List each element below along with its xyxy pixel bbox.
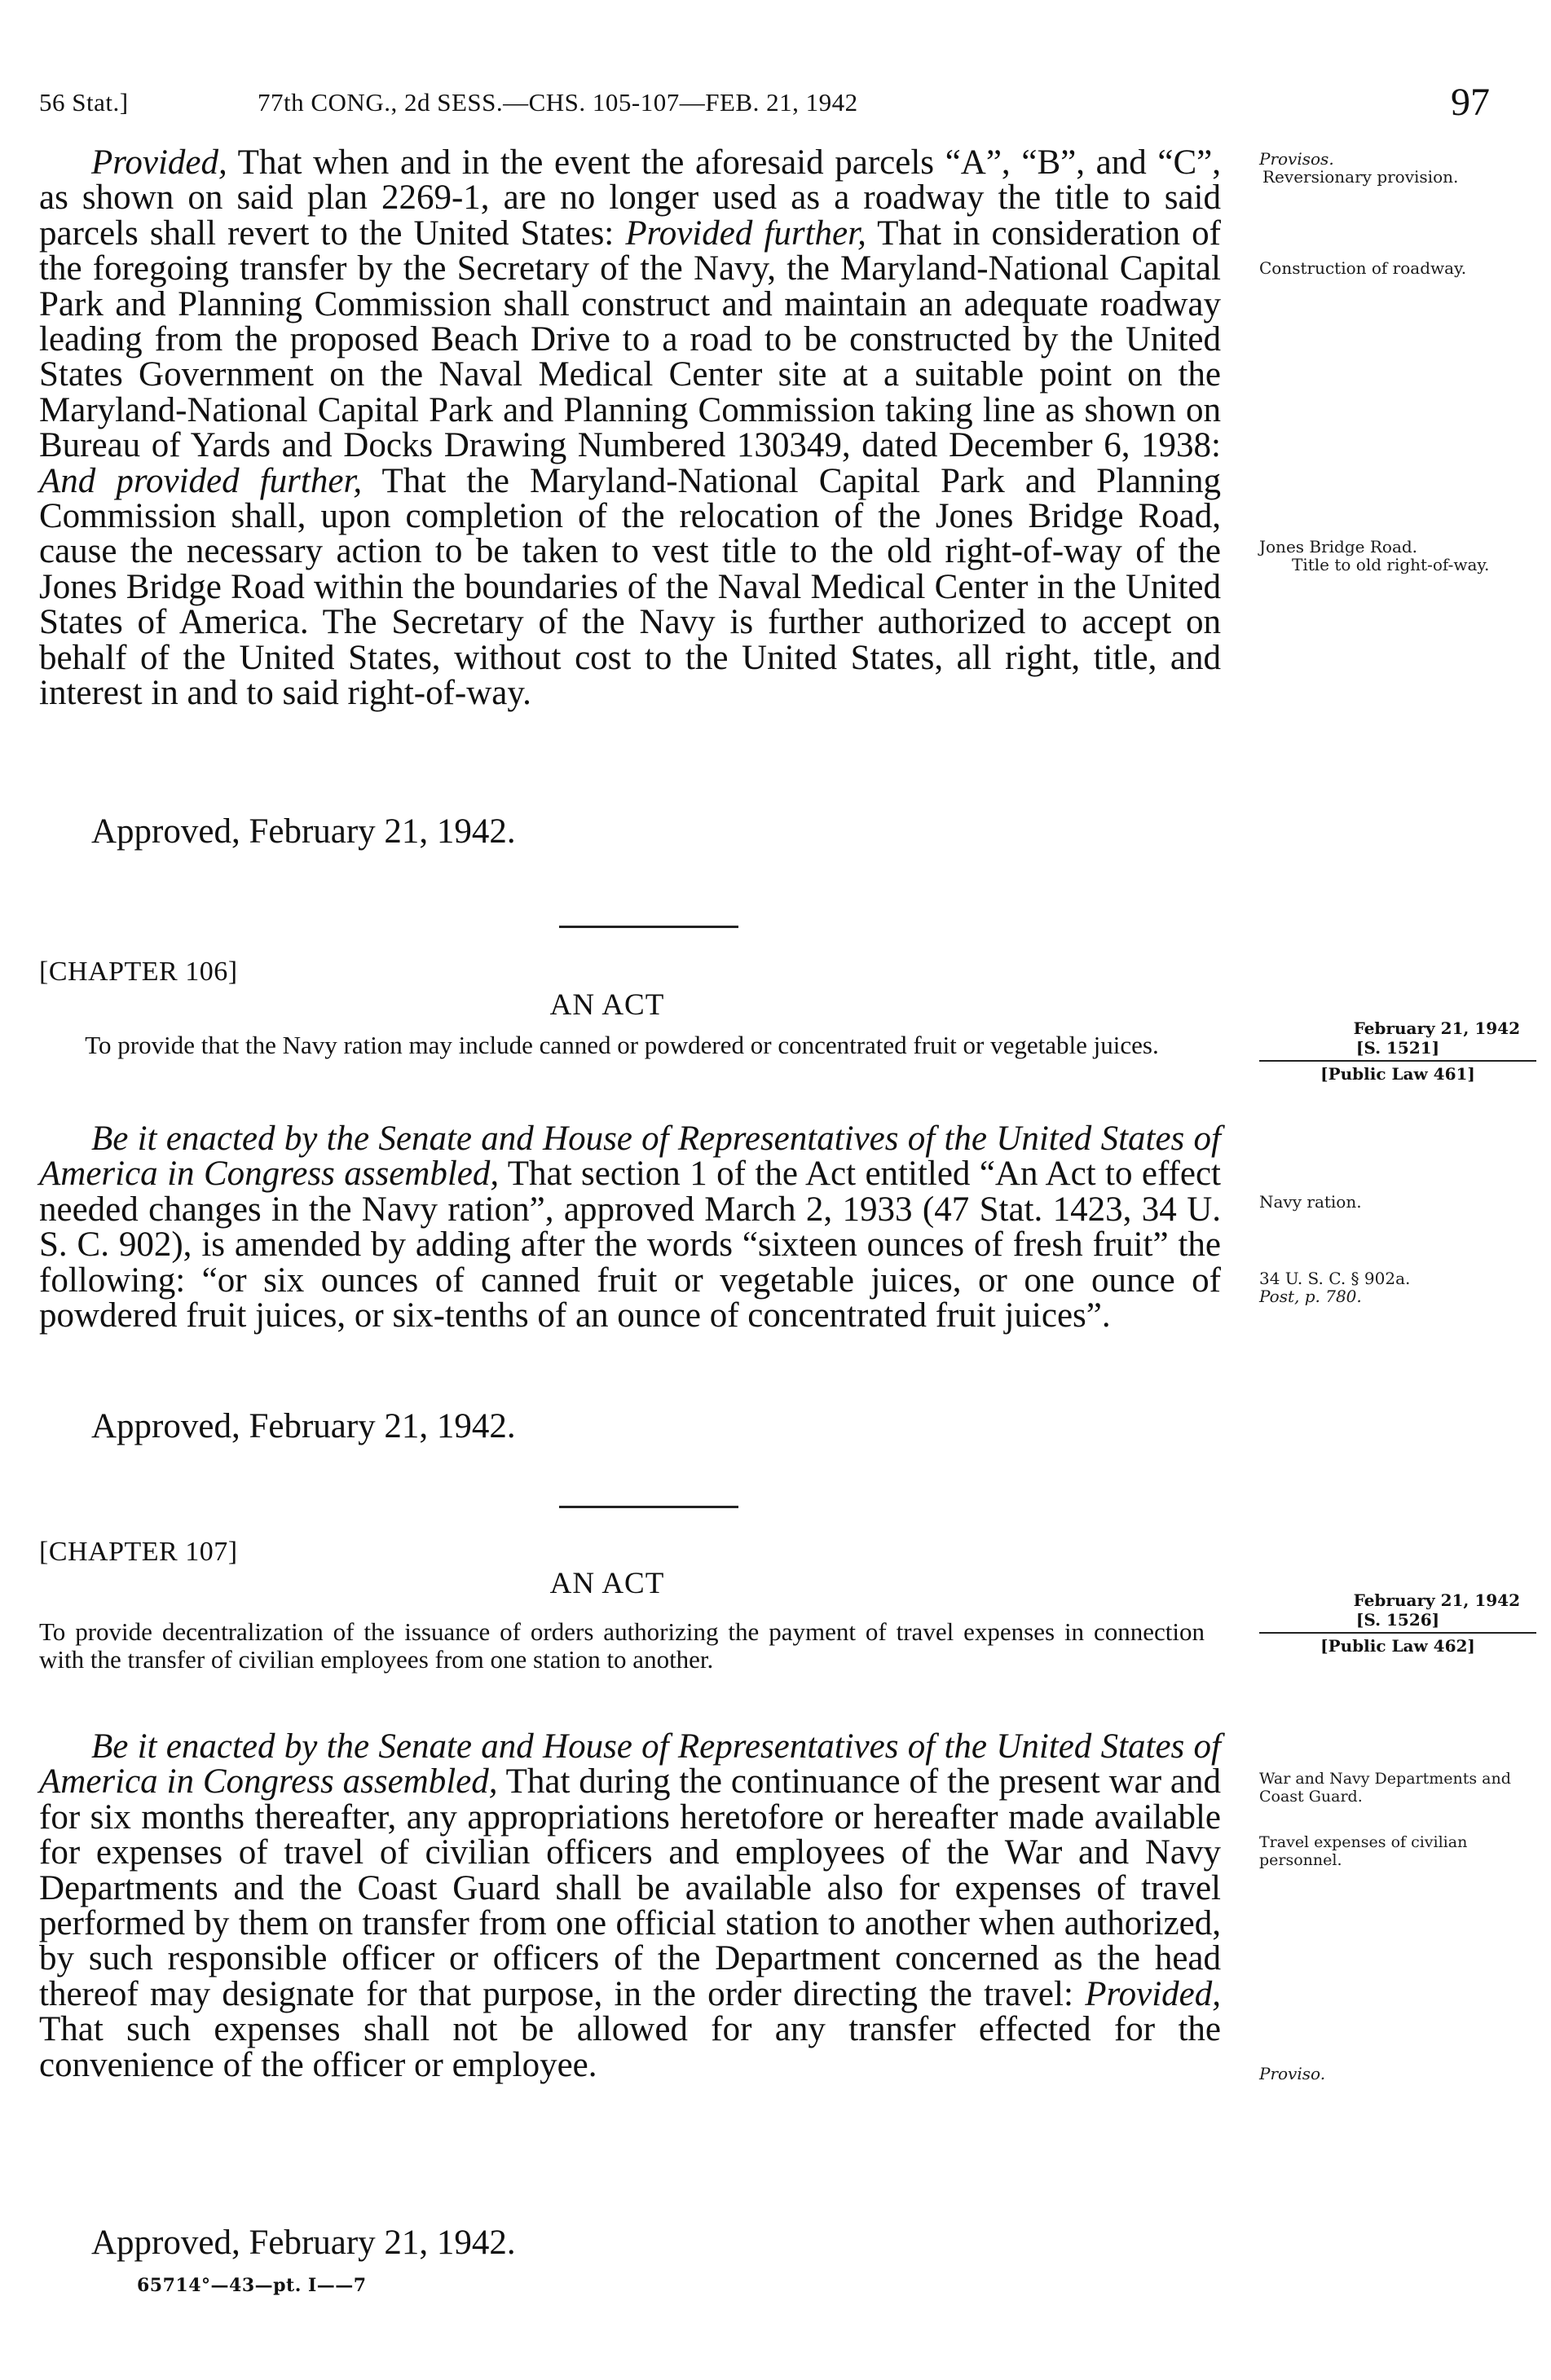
margin-note-proviso: Proviso. — [1259, 2064, 1326, 2083]
chapter106-bill: [S. 1521] — [1259, 1038, 1536, 1062]
margin-note-usc — [1259, 1269, 1528, 1305]
chapter107-an-act: AN ACT — [549, 1567, 665, 1600]
page-number: 97 — [1451, 81, 1490, 124]
chapter107-proviso-italic: Provided, — [1085, 1974, 1221, 2013]
proviso-text-c: That the Maryland-National Capital Park and Planning Commission shall, upon completion of the relocation of the Jones Bridge Road, cause the necessary action to be taken to vest title to the old right-of-way of the Jones Bridge Road within the boundaries of the Naval Medical Center in the United States of America. The Secretary of the Navy is further authorized to accept on behalf of the United States, without cost to the United States, all right, title, and interest in and to said right-of-way. — [39, 461, 1221, 713]
chapter106-public-law: [Public Law 461] — [1320, 1064, 1475, 1084]
chapter107-label: [CHAPTER 107] — [39, 1537, 238, 1567]
statute-volume: 56 Stat.] — [39, 88, 129, 117]
running-head — [39, 80, 1490, 137]
chapter106-paragraph — [39, 1121, 1221, 1333]
margin-title-old: Title to old right-of-way. — [1292, 555, 1490, 574]
proviso-text-a: That when and in the event the aforesaid parcels “A”, “B”, and “C”, as shown on said plan 2269-1, are no longer used as a roadway the title to said parcels shall revert to the United States: — [39, 143, 1221, 253]
margin-reversionary: Reversionary provision. — [1262, 167, 1459, 187]
margin-note-provisos — [1259, 150, 1528, 186]
chapter106-an-act: AN ACT — [549, 988, 665, 1022]
chapter106-body — [39, 1121, 1221, 1333]
provided-italic: Provided, — [91, 143, 227, 182]
proviso-text-b: That in consideration of the foregoing transfer by the Secretary of the Navy, the Maryland-National Capital Park and Planning Commission shall construct and maintain an adequate roadway leading from the proposed Beach Drive to a road to be constructed by the United States Government on the Naval Medical Center site at a suitable point on the Maryland-National Capital Park and Planning Commission taking line as shown on Bureau of Yards and Docks Drawing Numbered 130349, dated December 6, 1938: — [39, 213, 1221, 465]
margin-note-travel: Travel expenses of civilian personnel. — [1259, 1833, 1468, 1869]
chapter106-date-block — [1259, 1018, 1536, 1084]
margin-post: Post, p. 780. — [1259, 1287, 1362, 1306]
approved-line-3: Approved, February 21, 1942. — [91, 2224, 516, 2262]
approved-line-2: Approved, February 21, 1942. — [91, 1407, 516, 1445]
margin-jones: Jones Bridge Road. — [1259, 537, 1418, 557]
chapter107-paragraph — [39, 1729, 1221, 2083]
divider-rule-1 — [559, 926, 738, 928]
provided-further-italic: Provided further, — [625, 213, 866, 253]
margin-note-jones — [1259, 538, 1528, 574]
chapter107-body-text-a: That during the continuance of the present war and for six months thereafter, any appropriations heretofore or hereafter made available for expenses of travel of civilian officers and employees of the War and Navy Departments and the Coast Guard shall be available also for expenses of travel performed by them on transfer from one official station to another when authorized, by such responsible officer or officers of the Department concerned as the head thereof may designate for that purpose, in the order directing the travel: — [39, 1762, 1221, 2013]
chapter107-date-block — [1259, 1590, 1536, 1656]
margin-note-navy-ration: Navy ration. — [1259, 1192, 1362, 1212]
margin-usc: 34 U. S. C. § 902a. — [1259, 1269, 1411, 1288]
chapter106-enacting-clause: Be it enacted by the Senate and House of Representatives of the United States of America in Congress assembled, — [39, 1120, 1221, 1194]
chapter107-date: February 21, 1942 — [1353, 1590, 1520, 1610]
chapter107-title: To provide decentralization of the issuance of orders authorizing the payment of travel expenses in connection with the transfer of civilian employees from one station to another. — [39, 1617, 1205, 1674]
and-provided-further-italic: And provided further, — [39, 461, 363, 500]
provisos-paragraph — [39, 145, 1221, 711]
chapter107-bill: [S. 1526] — [1259, 1610, 1536, 1634]
divider-rule-2 — [559, 1506, 738, 1508]
chapter107-body-text-b: That such expenses shall not be allowed for any transfer effected for the convenience of the officer or employee. — [39, 2010, 1221, 2084]
chapter106-body-text: That section 1 of the Act entitled “An Act to effect needed changes in the Navy ration”, approved March 2, 1933 (47 Stat. 1423, 34 U. S. C. 902), is amended by adding after the words “sixteen ounces of fresh fruit” the following: “or six ounces of canned fruit or vegetable juices, or one ounce of powdered fruit juices, or six-tenths of an ounce of concentrated fruit juices”. — [39, 1155, 1221, 1335]
margin-provisos: Provisos. — [1259, 149, 1334, 169]
printing-code: 65714°—43—pt. I——7 — [137, 2275, 367, 2296]
margin-note-war-navy: War and Navy Departments and Coast Guard. — [1259, 1770, 1511, 1806]
chapter106-date: February 21, 1942 — [1353, 1018, 1520, 1038]
chapter106-label: [CHAPTER 106] — [39, 957, 238, 987]
chapter107-body — [39, 1729, 1221, 2083]
congress-session-line: 77th CONG., 2d SESS.—CHS. 105-107—FEB. 21, 1942 — [258, 88, 858, 117]
chapter107-enacting-clause: Be it enacted by the Senate and House of Representatives of the United States of America in Congress assembled, — [39, 1727, 1221, 1801]
chapter106-title: To provide that the Navy ration may include canned or powdered or concentrated fruit or vegetable juices. — [85, 1031, 1159, 1059]
chapter105-continuation — [39, 145, 1221, 711]
margin-note-construction: Construction of roadway. — [1259, 258, 1467, 278]
approved-line-1: Approved, February 21, 1942. — [91, 812, 516, 851]
chapter107-public-law: [Public Law 462] — [1320, 1636, 1475, 1656]
